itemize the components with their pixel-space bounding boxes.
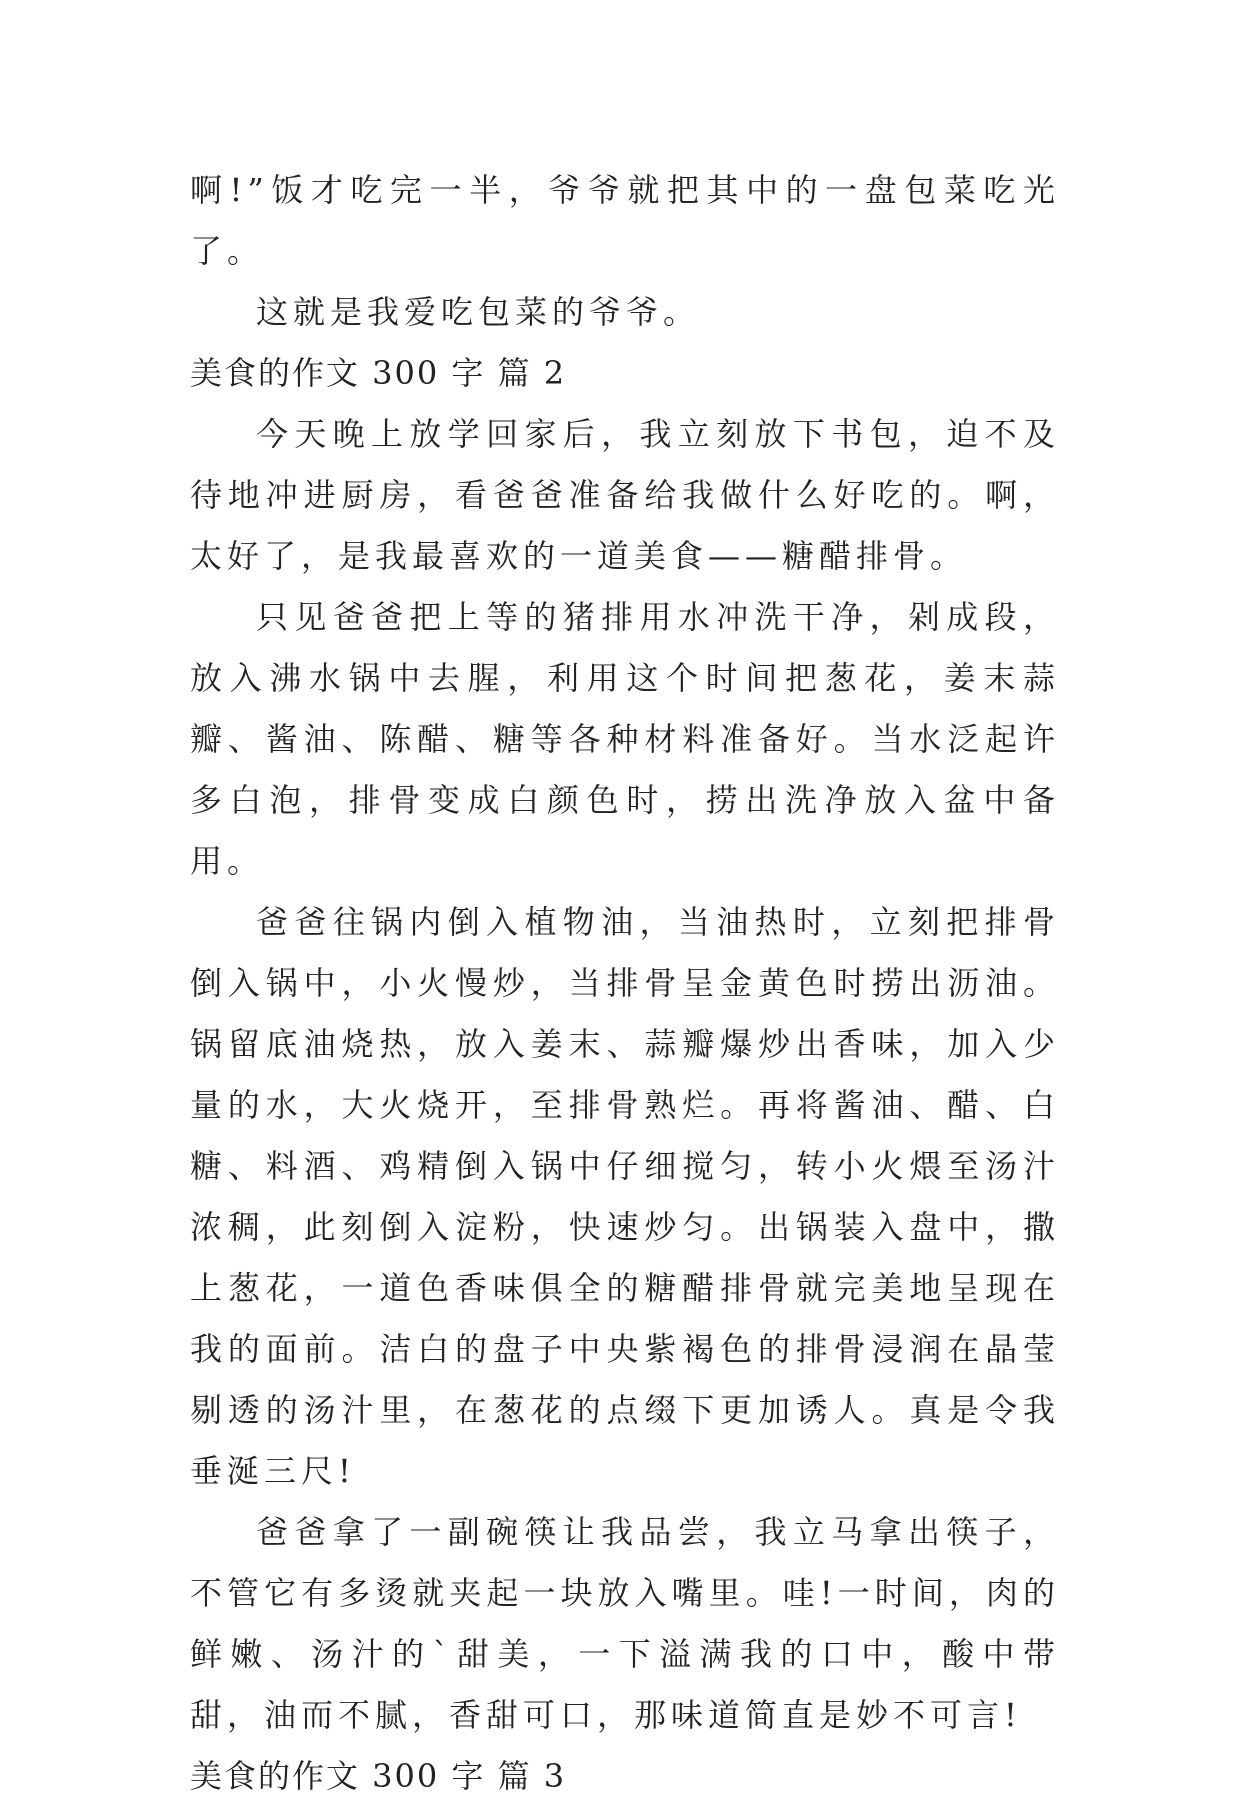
paragraph: 只见爸爸把上等的猪排用水冲洗干净，剁成段，放入沸水锅中去腥，利用这个时间把葱花，姜末蒜瓣、酱油、陈醋、糖等各种材料准备好。当水泛起许多白泡，排骨变成白颜色时，捞出洗净放入盆中备用。 bbox=[190, 598, 1060, 880]
paragraph: 这就是我爱吃包菜的爷爷。 bbox=[256, 293, 701, 331]
section-heading: 美食的作文 300 字 篇 2 bbox=[190, 354, 567, 392]
section-heading: 美食的作文 300 字 篇 3 bbox=[190, 1757, 567, 1795]
paragraph: 爸爸拿了一副碗筷让我品尝，我立马拿出筷子，不管它有多烫就夹起一块放入嘴里。哇!一时间，肉的鲜嫩、汤汁的`甜美，一下溢满我的口中，酸中带甜，油而不腻，香甜可口，那味道简直是妙不可言! bbox=[190, 1513, 1060, 1734]
paragraph: 爸爸往锅内倒入植物油，当油热时，立刻把排骨倒入锅中，小火慢炒，当排骨呈金黄色时捞出沥油。锅留底油烧热，放入姜末、蒜瓣爆炒出香味，加入少量的水，大火烧开，至排骨熟烂。再将酱油、醋、白糖、料酒、鸡精倒入锅中仔细搅匀，转小火煨至汤汁浓稠，此刻倒入淀粉，快速炒匀。出锅装入盘中，撒上葱花，一道色香味俱全的糖醋排骨就完美地呈现在我的面前。洁白的盘子中央紫褐色的排骨浸润在晶莹剔透的汤汁里，在葱花的点缀下更加诱人。真是令我垂涎三尺! bbox=[190, 903, 1060, 1490]
document-body bbox=[190, 160, 1060, 1807]
paragraph: 今天晚上放学回家后，我立刻放下书包，迫不及待地冲进厨房，看爸爸准备给我做什么好吃的。啊，太好了，是我最喜欢的一道美食——糖醋排骨。 bbox=[190, 415, 1060, 575]
continued-text: 啊!”饭才吃完一半，爷爷就把其中的一盘包菜吃光了。 bbox=[190, 171, 1060, 270]
